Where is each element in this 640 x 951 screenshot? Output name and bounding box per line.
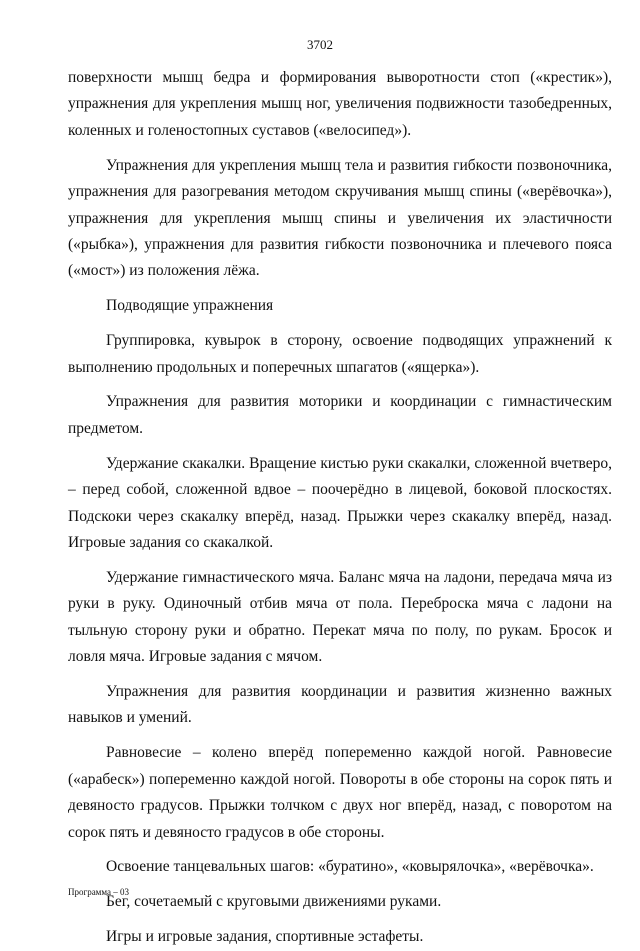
paragraph-coordination-skills: Упражнения для развития координации и развития жизненно важных навыков и умений. bbox=[68, 683, 612, 727]
paragraph-tuck-roll: Группировка, кувырок в сторону, освоение подводящих упражнений к выполнению продольных и поперечных шпагатов («ящерка»). bbox=[68, 332, 612, 376]
paragraph-jump-rope: Удержание скакалки. Вращение кистью руки скакалки, сложенной вчетверо, – перед собой, сложенной вдвое – поочерёдно в лицевой, боковой плоскостях. Подскоки через скакалку вперёд, назад. Прыжки через скакалку вперёд, назад. Игровые задания со скакалкой. bbox=[68, 454, 612, 551]
paragraph-games: Игры и игровые задания, спортивные эстафеты. bbox=[106, 928, 424, 946]
body-text bbox=[68, 65, 612, 951]
paragraph-balance: Равновесие – колено вперёд попеременно каждой ногой. Равновесие («арабеск») попеременно каждой ногой. Повороты в обе стороны на сорок пять и девяносто градусов. Прыжки толчком с двух ног вперёд, назад, с поворотом на сорок пять и девяносто градусов в обе стороны. bbox=[68, 744, 612, 841]
paragraph-motor-coordination: Упражнения для развития моторики и координации с гимнастическим предметом. bbox=[68, 393, 612, 437]
page-number: 3702 bbox=[307, 37, 333, 52]
paragraph-running: Бег, сочетаемый с круговыми движениями руками. bbox=[106, 893, 442, 911]
paragraph-lead-in-heading: Подводящие упражнения bbox=[106, 297, 274, 315]
paragraph-gym-ball: Удержание гимнастического мяча. Баланс мяча на ладони, передача мяча из руки в руку. Одиночный отбив мяча от пола. Переброска мяча с ладони на тыльную сторону руки и обратно. Перекат мяча по полу, по рукам. Бросок и ловля мяча. Игровые задания с мячом. bbox=[68, 568, 612, 666]
paragraph-continuation-legs: поверхности мышц бедра и формирования выворотности стоп («крестик»), упражнения для укрепления мышц ног, увеличения подвижности тазобедренных, коленных и голеностопных суставов («велосипед»). bbox=[68, 69, 612, 139]
page-footer: Программа – 03 bbox=[68, 887, 130, 897]
paragraph-body-flexibility: Упражнения для укрепления мышц тела и развития гибкости позвоночника, упражнения для разогревания методом скручивания мышц спины («верёвочка»), упражнения для укрепления мышц спины и увеличения их эластичности («рыбка»), упражнения для развития гибкости позвоночника и плечевого пояса («мост») из положения лёжа. bbox=[68, 156, 612, 280]
paragraph-dance-steps: Освоение танцевальных шагов: «буратино», «ковырялочка», «верёвочка». bbox=[106, 858, 594, 876]
